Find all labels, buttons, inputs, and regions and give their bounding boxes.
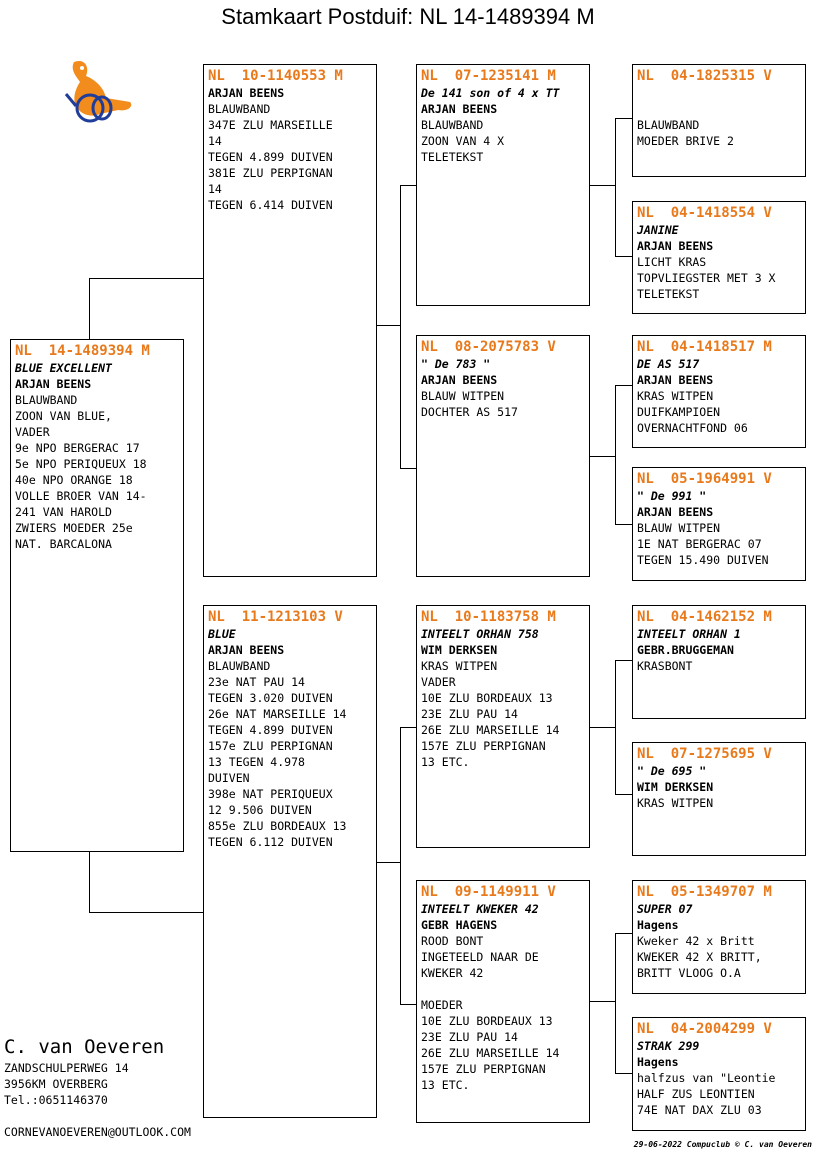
pedigree-line: 9e NPO BERGERAC 17 (15, 441, 140, 455)
connector (615, 118, 633, 119)
ring-number: NL 11-1213103 V (208, 609, 343, 625)
pigeon-card-mmf[interactable] (632, 880, 806, 994)
pedigree-line: ZOON VAN BLUE, (15, 409, 112, 423)
connector (615, 385, 616, 524)
pedigree-line: 14 (208, 182, 222, 196)
pedigree-line: 381E ZLU PERPIGNAN (208, 166, 333, 180)
pigeon-card-mother-mother[interactable] (416, 880, 590, 1123)
pedigree-line: 241 VAN HAROLD (15, 505, 112, 519)
pigeon-name: " De 991 " (637, 489, 707, 503)
ring-number: NL 04-1418554 V (637, 205, 772, 221)
pedigree-line: BLAUWBAND (15, 393, 78, 407)
connector (615, 933, 616, 1073)
ring-number: NL 04-1462152 M (637, 609, 772, 625)
ring-number: NL 10-1140553 M (208, 68, 343, 84)
pedigree-line: 74E NAT DAX ZLU 03 (637, 1103, 762, 1117)
ring-number: NL 14-1489394 M (15, 343, 150, 359)
pigeon-card-mfm[interactable] (632, 742, 806, 856)
pedigree-line: KRAS WITPEN (637, 389, 714, 403)
ring-number: NL 04-2004299 V (637, 1021, 772, 1037)
pedigree-line: ZOON VAN 4 X (421, 134, 505, 148)
pedigree-line: halfzus van "Leontie (637, 1071, 776, 1085)
breeder-address: ZANDSCHULPERWEG 14 (4, 1061, 129, 1075)
connector (376, 862, 401, 863)
owner-name: WIM DERKSEN (421, 643, 498, 657)
ring-number: NL 07-1275695 V (637, 746, 772, 762)
pedigree-line: VOLLE BROER VAN 14- (15, 489, 147, 503)
pedigree-line: BLAUW WITPEN (421, 389, 505, 403)
pedigree-line: 10E ZLU BORDEAUX 13 (421, 1014, 553, 1028)
connector (400, 1004, 417, 1005)
pedigree-line: KRAS WITPEN (637, 796, 714, 810)
ring-number: NL 10-1183758 M (421, 609, 556, 625)
connector (615, 256, 633, 257)
pedigree-line: DUIFKAMPIOEN (637, 405, 721, 419)
owner-name: ARJAN BEENS (15, 377, 92, 391)
pedigree-line: 23E ZLU PAU 14 (421, 707, 518, 721)
pigeon-card-fff[interactable] (632, 64, 806, 177)
ring-number: NL 08-2075783 V (421, 339, 556, 355)
pedigree-line: KRAS WITPEN (421, 659, 498, 673)
connector (400, 185, 417, 186)
pedigree-line: 13 ETC. (421, 1078, 470, 1092)
pedigree-line: NAT. BARCALONA (15, 537, 112, 551)
connector (589, 1001, 616, 1002)
pedigree-line: 855e ZLU BORDEAUX 13 (208, 819, 347, 833)
pigeon-card-mff[interactable] (632, 605, 806, 719)
owner-name: WIM DERKSEN (637, 780, 714, 794)
pedigree-line: TOPVLIEGSTER MET 3 X (637, 271, 776, 285)
pedigree-line: 12 9.506 DUIVEN (208, 803, 312, 817)
owner-name: ARJAN BEENS (421, 102, 498, 116)
owner-name: GEBR HAGENS (421, 918, 498, 932)
pedigree-line: HALF ZUS LEONTIEN (637, 1087, 755, 1101)
pedigree-line: TEGEN 6.414 DUIVEN (208, 198, 333, 212)
connector (89, 852, 90, 912)
pigeon-name: JANINE (637, 223, 679, 237)
breeder-email: CORNEVANOEVEREN@OUTLOOK.COM (4, 1125, 191, 1139)
breeder-phone: Tel.:0651146370 (4, 1093, 108, 1107)
pigeon-card-ffm[interactable] (632, 201, 806, 314)
pedigree-line: KWEKER 42 (421, 966, 484, 980)
connector (615, 660, 633, 661)
pigeon-name: SUPER 07 (637, 902, 693, 916)
ring-number: NL 05-1349707 M (637, 884, 772, 900)
pedigree-line: 10E ZLU BORDEAUX 13 (421, 691, 553, 705)
pedigree-line: BLAUWBAND (637, 118, 700, 132)
print-credit: 29-06-2022 Compuclub © C. van Oeveren (633, 1140, 812, 1149)
pedigree-line: BLAUW WITPEN (637, 521, 721, 535)
pedigree-line: TELETEKST (421, 150, 484, 164)
connector (615, 118, 616, 256)
pedigree-line: BLAUWBAND (421, 118, 484, 132)
owner-name: ARJAN BEENS (637, 505, 714, 519)
pedigree-line: VADER (15, 425, 50, 439)
pigeon-name: " De 783 " (421, 357, 491, 371)
breeder-name: C. van Oeveren (4, 1036, 165, 1058)
pedigree-line: 40e NPO ORANGE 18 (15, 473, 133, 487)
owner-name: GEBR.BRUGGEMAN (637, 643, 734, 657)
pedigree-line: ZWIERS MOEDER 25e (15, 521, 133, 535)
pedigree-line: TEGEN 4.899 DUIVEN (208, 723, 333, 737)
pigeon-name: STRAK 299 (637, 1039, 700, 1053)
pigeon-name: BLUE EXCELLENT (15, 361, 112, 375)
pigeon-card-fmm[interactable] (632, 467, 806, 581)
connector (615, 794, 633, 795)
pigeon-card-father-father[interactable] (416, 64, 590, 306)
pedigree-line: BLAUWBAND (208, 659, 271, 673)
pigeon-card-mother-father[interactable] (416, 605, 590, 848)
connector (89, 278, 90, 340)
owner-name: ARJAN BEENS (208, 643, 285, 657)
pigeon-name: De 141 son of 4 x TT (421, 86, 560, 100)
pigeon-card-father-mother[interactable] (416, 335, 590, 577)
connector (615, 385, 633, 386)
club-logo (60, 58, 140, 128)
ring-number: NL 07-1235141 M (421, 68, 556, 84)
pedigree-line: LICHT KRAS (637, 255, 707, 269)
pigeon-card-father[interactable] (203, 64, 377, 577)
pedigree-line: BRITT VLOOG O.A (637, 966, 741, 980)
pedigree-line: TEGEN 3.020 DUIVEN (208, 691, 333, 705)
connector (400, 727, 417, 728)
pedigree-line: 157E ZLU PERPIGNAN (421, 1062, 546, 1076)
connector (89, 912, 204, 913)
pigeon-card-fmf[interactable] (632, 335, 806, 448)
pedigree-line: 1E NAT BERGERAC 07 (637, 537, 762, 551)
connector (589, 727, 616, 728)
connector (615, 660, 616, 794)
connector (400, 468, 417, 469)
pedigree-line: INGETEELD NAAR DE (421, 950, 539, 964)
pedigree-line: TEGEN 4.899 DUIVEN (208, 150, 333, 164)
pigeon-card-subject[interactable] (10, 339, 184, 852)
ring-number: NL 05-1964991 V (637, 471, 772, 487)
pedigree-line: 347E ZLU MARSEILLE (208, 118, 333, 132)
pedigree-line: 14 (208, 134, 222, 148)
pedigree-line: ROOD BONT (421, 934, 484, 948)
connector (615, 524, 633, 525)
pedigree-line: 26E ZLU MARSEILLE 14 (421, 1046, 560, 1060)
owner-name: ARJAN BEENS (421, 373, 498, 387)
connector (376, 325, 401, 326)
pedigree-line: DOCHTER AS 517 (421, 405, 518, 419)
ring-number: NL 09-1149911 V (421, 884, 556, 900)
pigeon-name: " De 695 " (637, 764, 707, 778)
breeder-city: 3956KM OVERBERG (4, 1077, 108, 1091)
pigeon-name: INTEELT KWEKER 42 (421, 902, 539, 916)
pedigree-line: 23E ZLU PAU 14 (421, 1030, 518, 1044)
pedigree-line: 23e NAT PAU 14 (208, 675, 305, 689)
ring-number: NL 04-1418517 M (637, 339, 772, 355)
ring-number: NL 04-1825315 V (637, 68, 772, 84)
owner-name: Hagens (637, 1055, 679, 1069)
pedigree-line: MOEDER BRIVE 2 (637, 134, 734, 148)
connector (89, 278, 204, 279)
pedigree-line: 26e NAT MARSEILLE 14 (208, 707, 347, 721)
owner-name: ARJAN BEENS (637, 373, 714, 387)
pigeon-name: DE AS 517 (637, 357, 700, 371)
pedigree-line: KWEKER 42 X BRITT, (637, 950, 762, 964)
pedigree-line: OVERNACHTFOND 06 (637, 421, 748, 435)
pedigree-line: 157E ZLU PERPIGNAN (421, 739, 546, 753)
pedigree-line: 5e NPO PERIQUEUX 18 (15, 457, 147, 471)
pigeon-name: BLUE (208, 627, 236, 641)
page-title: Stamkaart Postduif: NL 14-1489394 M (221, 4, 595, 29)
pedigree-line: DUIVEN (208, 771, 250, 785)
pedigree-line: 13 TEGEN 4.978 (208, 755, 305, 769)
pedigree-line: KRASBONT (637, 659, 693, 673)
owner-name: Hagens (637, 918, 679, 932)
pedigree-line: TELETEKST (637, 287, 700, 301)
pedigree-line: 157e ZLU PERPIGNAN (208, 739, 333, 753)
owner-name: ARJAN BEENS (637, 239, 714, 253)
pigeon-card-mmm[interactable] (632, 1017, 806, 1131)
pedigree-line: TEGEN 6.112 DUIVEN (208, 835, 333, 849)
connector (615, 1073, 633, 1074)
connector (400, 185, 401, 468)
connector (615, 933, 633, 934)
pedigree-line: Kweker 42 x Britt (637, 934, 755, 948)
pedigree-line: BLAUWBAND (208, 102, 271, 116)
pedigree-line: VADER (421, 675, 456, 689)
pedigree-line: TEGEN 15.490 DUIVEN (637, 553, 769, 567)
pigeon-name: INTEELT ORHAN 758 (421, 627, 539, 641)
connector (589, 456, 616, 457)
pedigree-line: 398e NAT PERIQUEUX (208, 787, 333, 801)
pedigree-line: 13 ETC. (421, 755, 470, 769)
pigeon-name: INTEELT ORHAN 1 (637, 627, 741, 641)
pigeon-card-mother[interactable] (203, 605, 377, 1118)
connector (400, 727, 401, 1004)
connector (589, 185, 616, 186)
pedigree-line: MOEDER (421, 998, 463, 1012)
pedigree-line: 26E ZLU MARSEILLE 14 (421, 723, 560, 737)
owner-name: ARJAN BEENS (208, 86, 285, 100)
